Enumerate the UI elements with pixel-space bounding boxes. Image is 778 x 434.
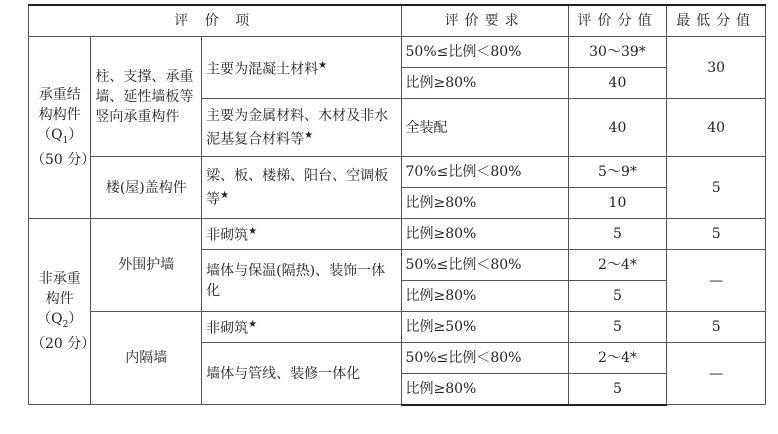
req-cell: 50%≤比例＜80% — [401, 343, 568, 374]
group-bearing-points: （50 分） — [31, 152, 96, 169]
score-cell: 40 — [568, 68, 667, 99]
req-cell: 比例≥80% — [401, 219, 568, 250]
table-row — [29, 219, 766, 250]
score-cell: 5～9* — [568, 157, 667, 188]
min-score-cell: 5 — [667, 312, 766, 343]
req-cell: 50%≤比例＜80% — [401, 37, 568, 68]
score-cell: 2～4* — [568, 250, 667, 281]
item-metal-text: 主要为金属材料、木材及非水泥基复合材料等 — [206, 107, 389, 148]
table-header-row — [29, 5, 766, 37]
req-cell: 比例≥50% — [401, 312, 568, 343]
req-cell: 50%≤比例＜80% — [401, 250, 568, 281]
min-score-cell: — — [667, 250, 766, 312]
subgroup-interior: 内隔墙 — [91, 312, 202, 405]
header-min-score: 最低分值 — [667, 5, 766, 37]
score-cell: 40 — [568, 99, 667, 157]
group-nonbearing-label — [29, 219, 96, 405]
score-cell: 2～4* — [568, 343, 667, 374]
table-row — [29, 37, 766, 68]
req-cell: 70%≤比例＜80% — [401, 157, 568, 188]
group-bearing-line3 — [31, 125, 88, 151]
assembly-rate-evaluation-table — [28, 4, 766, 406]
item-int-nonmasonry — [202, 312, 401, 343]
subgroup-floor: 楼(屋)盖构件 — [91, 157, 202, 219]
star-icon: ★ — [220, 189, 230, 201]
star-icon: ★ — [248, 319, 258, 331]
group-bearing-line1: 承重结 — [38, 86, 81, 103]
group-nonbearing-close: ） — [68, 310, 83, 327]
group-nonbearing-sub: 2 — [62, 319, 69, 330]
min-score-cell: 5 — [667, 157, 766, 219]
header-item: 评 价 项 — [29, 5, 402, 37]
group-bearing-sub: 1 — [62, 135, 69, 146]
score-cell: 5 — [568, 312, 667, 343]
item-concrete-text: 主要为混凝土材料 — [206, 61, 319, 78]
star-icon: ★ — [304, 129, 314, 141]
group-nonbearing-line2: 构件 — [45, 290, 74, 307]
item-ext-nonmasonry — [202, 219, 401, 250]
req-cell: 比例≥80% — [401, 188, 568, 219]
item-beams — [202, 157, 401, 219]
item-concrete — [202, 37, 401, 99]
group-bearing-label — [29, 37, 96, 219]
score-cell: 5 — [568, 281, 667, 312]
star-icon: ★ — [248, 226, 258, 238]
group-nonbearing-line1: 非承重 — [38, 270, 81, 287]
item-int-integrated: 墙体与管线、装修一体化 — [202, 343, 401, 405]
min-score-cell: — — [667, 343, 766, 405]
item-metal — [202, 99, 401, 157]
group-bearing-q: （Q — [37, 126, 63, 143]
group-nonbearing-line3 — [31, 309, 88, 335]
item-ext-nonmasonry-text: 非砌筑 — [206, 227, 249, 244]
header-requirement: 评价要求 — [401, 5, 568, 37]
item-beams-text: 梁、板、楼梯、阳台、空调板等 — [206, 167, 389, 208]
min-score-cell: 40 — [667, 99, 766, 157]
item-int-nonmasonry-text: 非砌筑 — [206, 320, 249, 337]
min-score-cell: 5 — [667, 219, 766, 250]
group-nonbearing-q: （Q — [37, 310, 63, 327]
score-cell: 30～39* — [568, 37, 667, 68]
score-cell: 5 — [568, 219, 667, 250]
table-row — [29, 312, 766, 343]
group-nonbearing-points: （20 分） — [31, 336, 96, 353]
table-row — [29, 157, 766, 188]
req-cell: 比例≥80% — [401, 281, 568, 312]
req-cell: 全装配 — [401, 99, 568, 157]
group-bearing-line2: 构构件 — [38, 106, 81, 123]
item-ext-integrated: 墙体与保温(隔热)、装饰一体化 — [202, 250, 401, 312]
evaluation-table-container — [28, 4, 766, 406]
subgroup-exterior: 外围护墙 — [91, 219, 202, 312]
req-cell: 比例≥80% — [401, 374, 568, 405]
header-score: 评价分值 — [568, 5, 667, 37]
subgroup-vertical: 柱、支撑、承重墙、延性墙板等竖向承重构件 — [91, 37, 202, 157]
group-bearing-close: ） — [68, 126, 83, 143]
req-cell: 比例≥80% — [401, 68, 568, 99]
score-cell: 10 — [568, 188, 667, 219]
score-cell: 5 — [568, 374, 667, 405]
star-icon: ★ — [318, 59, 328, 71]
min-score-cell: 30 — [667, 37, 766, 99]
